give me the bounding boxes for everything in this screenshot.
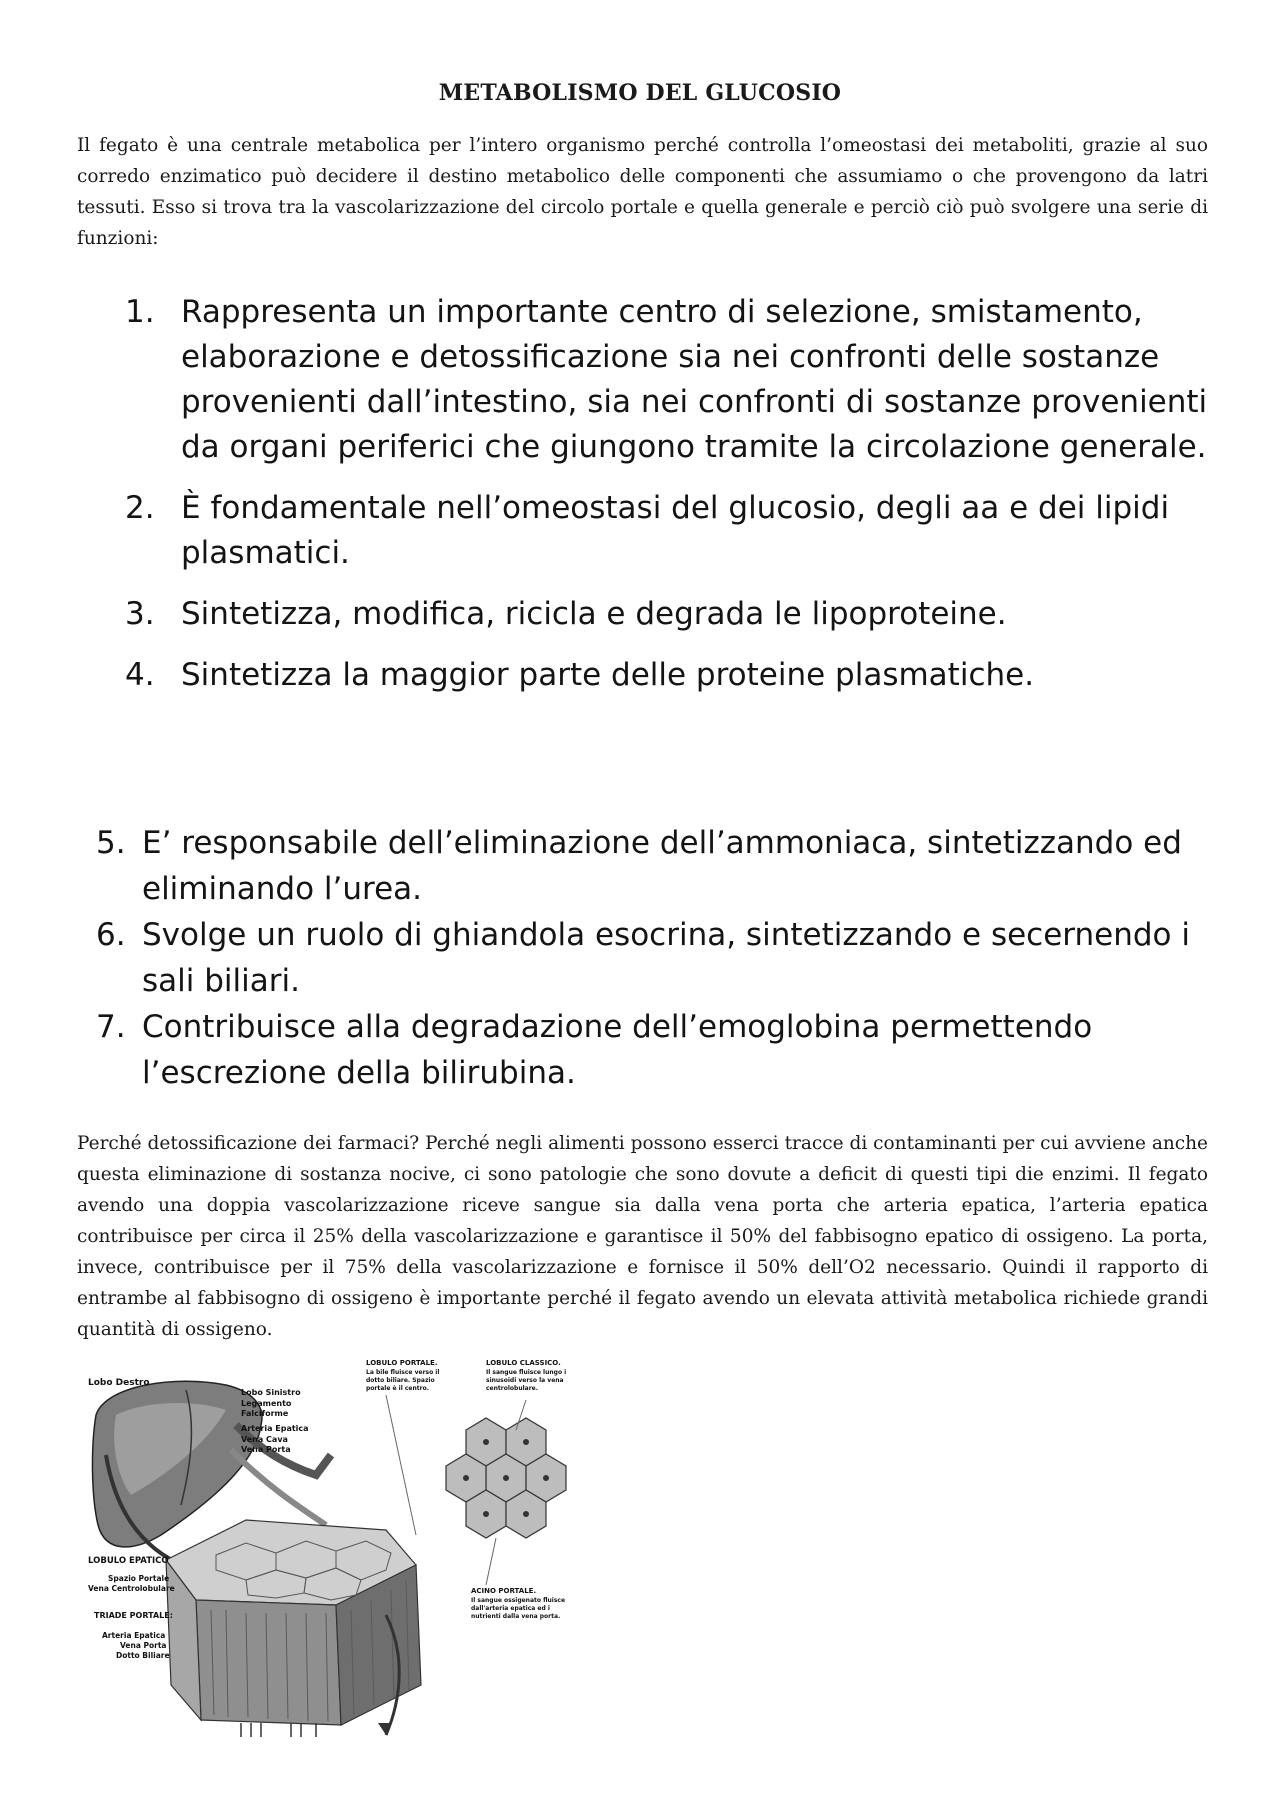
detox-paragraph: Perché detossificazione dei farmaci? Perché negli alimenti possono esserci tracce di contaminanti per cui avviene anche questa eliminazione di sostanza nocive, ci sono patologie che sono dovute a deficit di questi tipi die enzimi. Il fegato avendo una doppia vascolarizzazione riceve sangue sia dalla vena porta che arteria epatica, l’arteria epatica contribuisce per circa il 25% della vascolarizzazione e garantisce il 50% del fabbisogno epatico di ossigeno. La porta, invece, contribuisce per il 75% della vascolarizzazione e fornisce il 50% dell’O2 necessario. Quindi il rapporto di entrambe al fabbisogno di ossigeno è importante perché il fegato avendo un elevata attività metabolica richiede grandi quantità di ossigeno. [77,1133,1208,1340]
label-acino-l1: Il sangue ossigenato fluisce [471,1597,566,1604]
list-number: 7. [96,1009,126,1045]
list-text: E’ responsabile dell’eliminazione dell’ammoniaca, sintetizzando ed eliminando l’urea. [142,825,1182,907]
label-triade-arteria: Arteria Epatica [102,1631,166,1640]
label-vena-cava: Vena Cava [241,1435,288,1444]
list-item [96,1004,1216,1096]
label-lobulo-epatico: LOBULO EPATICO [88,1556,169,1566]
list-number: 4. [125,657,155,693]
list-text: Contribuisce alla degradazione dell’emoglobina permettendo l’escrezione della bilirubina. [142,1009,1093,1091]
label-triade-dotto: Dotto Biliare [116,1651,170,1660]
label-lobulo-classico-l3: centrolobulare. [486,1385,539,1392]
list-item [96,820,1216,912]
label-triade-portale: TRIADE PORTALE: [94,1611,173,1620]
label-lobulo-portale-l2: dotto biliare. Spazio [366,1377,435,1384]
list-number: 5. [96,825,126,861]
leader-line [386,1395,416,1535]
list-text: Sintetizza la maggior parte delle proteine plasmatiche. [181,657,1035,693]
list-item [125,486,1225,576]
list-text: Sintetizza, modifica, ricicla e degrada le lipoproteine. [181,596,1007,632]
list-text: Svolge un ruolo di ghiandola esocrina, sintetizzando e secernendo i sali biliari. [142,917,1190,999]
liver-anatomy-figure [86,1355,626,1740]
label-acino-title: ACINO PORTALE. [471,1587,537,1595]
list-text: Rappresenta un importante centro di selezione, smistamento, elaborazione e detossificazione sia nei confronti delle sostanze provenienti dall’intestino, sia nei confronti di sostanze provenienti da organi periferici che giungono tramite la circolazione generale. [181,294,1208,465]
liver-diagram [86,1355,626,1740]
list-number: 6. [96,917,126,953]
label-lobo-sinistro: Lobo Sinistro [241,1388,301,1397]
liver-functions-list-1 [125,290,1225,714]
label-lobulo-classico-l2: sinusoidi verso la vena [486,1377,564,1384]
label-acino-l2: dall'arteria epatica ed i [471,1605,550,1612]
list-item [125,653,1225,698]
label-legamento: Legamento [241,1399,292,1408]
liver-functions-list-2 [96,820,1216,1096]
label-spazio-portale: Spazio Portale [108,1574,170,1583]
label-lobulo-classico-l1: Il sangue fluisce lungo i [486,1369,567,1376]
label-lobulo-classico-title: LOBULO CLASSICO. [486,1359,561,1367]
label-arteria-epatica: Arteria Epatica [241,1424,309,1433]
label-acino-l3: nutrienti dalla vena porta. [471,1613,561,1620]
list-item [125,592,1225,637]
label-lobulo-portale-title: LOBULO PORTALE. [366,1359,438,1367]
list-number: 1. [125,294,155,330]
list-text: È fondamentale nell’omeostasi del glucosio, degli aa e dei lipidi plasmatici. [181,490,1170,571]
lobule-front-face [196,1600,341,1725]
label-vena-porta: Vena Porta [241,1445,291,1454]
list-item [96,912,1216,1004]
document-title: METABOLISMO DEL GLUCOSIO [438,80,842,106]
list-item [125,290,1225,470]
list-number: 2. [125,490,155,526]
leader-line [486,1538,496,1585]
label-falciforme: Falciforme [241,1409,289,1418]
label-lobo-destro: Lobo Destro [88,1378,150,1388]
label-lobulo-portale-l3: portale è il centro. [366,1385,429,1392]
list-number: 3. [125,596,155,632]
label-triade-vena: Vena Porta [120,1641,167,1650]
label-lobulo-portale-l1: La bile fluisce verso il [366,1369,440,1376]
label-vena-centrolobulare: Vena Centrolobulare [88,1584,175,1593]
bottom-arrows [241,1723,316,1737]
intro-paragraph: Il fegato è una centrale metabolica per l’intero organismo perché controlla l’omeostasi dei metaboliti, grazie al suo corredo enzimatico può decidere il destino metabolico delle componenti che assumiamo o che provengono da latri tessuti. Esso si trova tra la vascolarizzazione del circolo portale e quella generale e perciò ciò può svolgere una serie di funzioni: [77,135,1208,249]
